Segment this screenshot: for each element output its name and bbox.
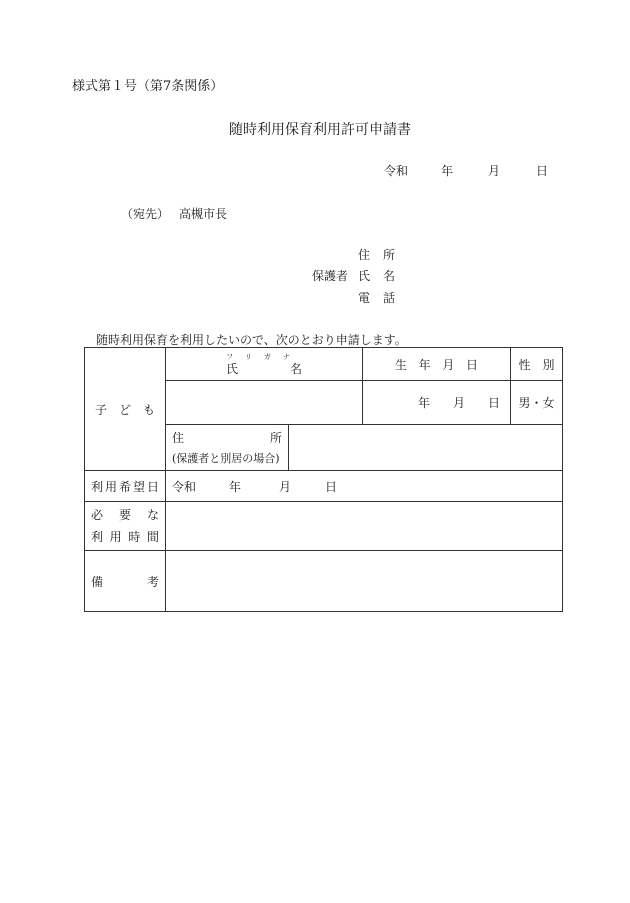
required-label-char: な — [146, 508, 159, 522]
remarks-input[interactable] — [166, 551, 563, 612]
date-year-label: 年 — [441, 164, 454, 178]
desired-year-label: 年 — [229, 479, 242, 494]
required-label-char: 時 — [128, 530, 141, 544]
birth-date-input[interactable] — [363, 381, 511, 425]
desired-date-input[interactable] — [166, 471, 563, 502]
required-hours-input[interactable] — [166, 502, 563, 551]
intro-text: 随時利用保育を利用したいので、次のとおり申請します。 — [96, 333, 407, 347]
desired-month-label: 月 — [279, 479, 292, 494]
guardian-address-label-b: 所 — [383, 248, 396, 262]
required-hours-label-cell — [85, 502, 166, 551]
desired-date-label-char: 望 — [132, 479, 145, 494]
guardian-role-label: 保護者 — [312, 269, 349, 283]
required-label-char: 利 — [91, 530, 104, 544]
required-label-char: 用 — [109, 530, 122, 544]
date-month-label: 月 — [488, 164, 501, 178]
gender-header-cell: 性 別 — [511, 348, 563, 381]
birth-label-char: 日 — [465, 357, 478, 372]
desired-date-label-char: 利 — [91, 479, 104, 494]
birth-date-header-cell — [363, 348, 511, 381]
desired-date-label-cell — [85, 471, 166, 502]
birth-label-char: 生 — [395, 357, 408, 372]
date-era: 令和 — [384, 164, 409, 178]
date-day-label: 日 — [536, 164, 549, 178]
guardian-phone-label-a: 電 — [358, 291, 371, 305]
guardian-phone-label-b: 話 — [383, 291, 396, 305]
desired-day-label: 日 — [325, 479, 338, 494]
gender-options[interactable]: 男・女 — [511, 381, 563, 425]
guardian-name-label-b: 名 — [383, 269, 396, 283]
required-label-char: 必 — [91, 508, 104, 522]
form-number: 様式第１号（第7条関係） — [72, 79, 224, 94]
child-label-cell — [85, 348, 166, 471]
addressee-prefix: （宛先） — [121, 207, 170, 221]
desired-date-label-char: 日 — [146, 479, 159, 494]
remarks-label-a: 備 — [91, 574, 104, 589]
child-address-input[interactable] — [289, 425, 563, 471]
desired-date-label-char: 希 — [118, 479, 131, 494]
guardian-name-label-a: 氏 — [358, 269, 371, 283]
furigana-label: フリガナ — [226, 353, 302, 361]
required-label-char: 要 — [118, 508, 131, 522]
desired-date-label-char: 用 — [104, 479, 117, 494]
child-address-note: (保護者と別居の場合) — [172, 452, 280, 465]
required-label-char: 間 — [146, 530, 159, 544]
birth-year-label: 年 — [418, 396, 431, 410]
child-address-label-b: 所 — [269, 431, 282, 445]
child-address-label-cell — [166, 425, 289, 471]
desired-era: 令和 — [172, 479, 197, 494]
guardian-address-label-a: 住 — [358, 248, 371, 262]
remarks-label-b: 考 — [146, 574, 159, 589]
birth-day-label: 日 — [487, 396, 500, 410]
birth-label-char: 年 — [418, 357, 431, 372]
document-title: 随時利用保育利用許可申請書 — [229, 122, 411, 138]
child-name-label-a: 氏 — [225, 362, 238, 376]
child-name-header-cell — [166, 348, 363, 381]
remarks-label-cell — [85, 551, 166, 612]
birth-label-char: 月 — [442, 357, 455, 372]
birth-month-label: 月 — [452, 396, 465, 410]
application-table — [84, 347, 563, 612]
child-label-char: 子 — [95, 402, 108, 417]
child-label-char: も — [142, 402, 155, 417]
child-name-label-b: 名 — [290, 362, 303, 376]
addressee: 高槻市長 — [179, 207, 228, 221]
child-address-label-a: 住 — [172, 431, 185, 445]
child-name-input[interactable] — [166, 381, 363, 425]
child-label-char: ど — [118, 402, 131, 417]
